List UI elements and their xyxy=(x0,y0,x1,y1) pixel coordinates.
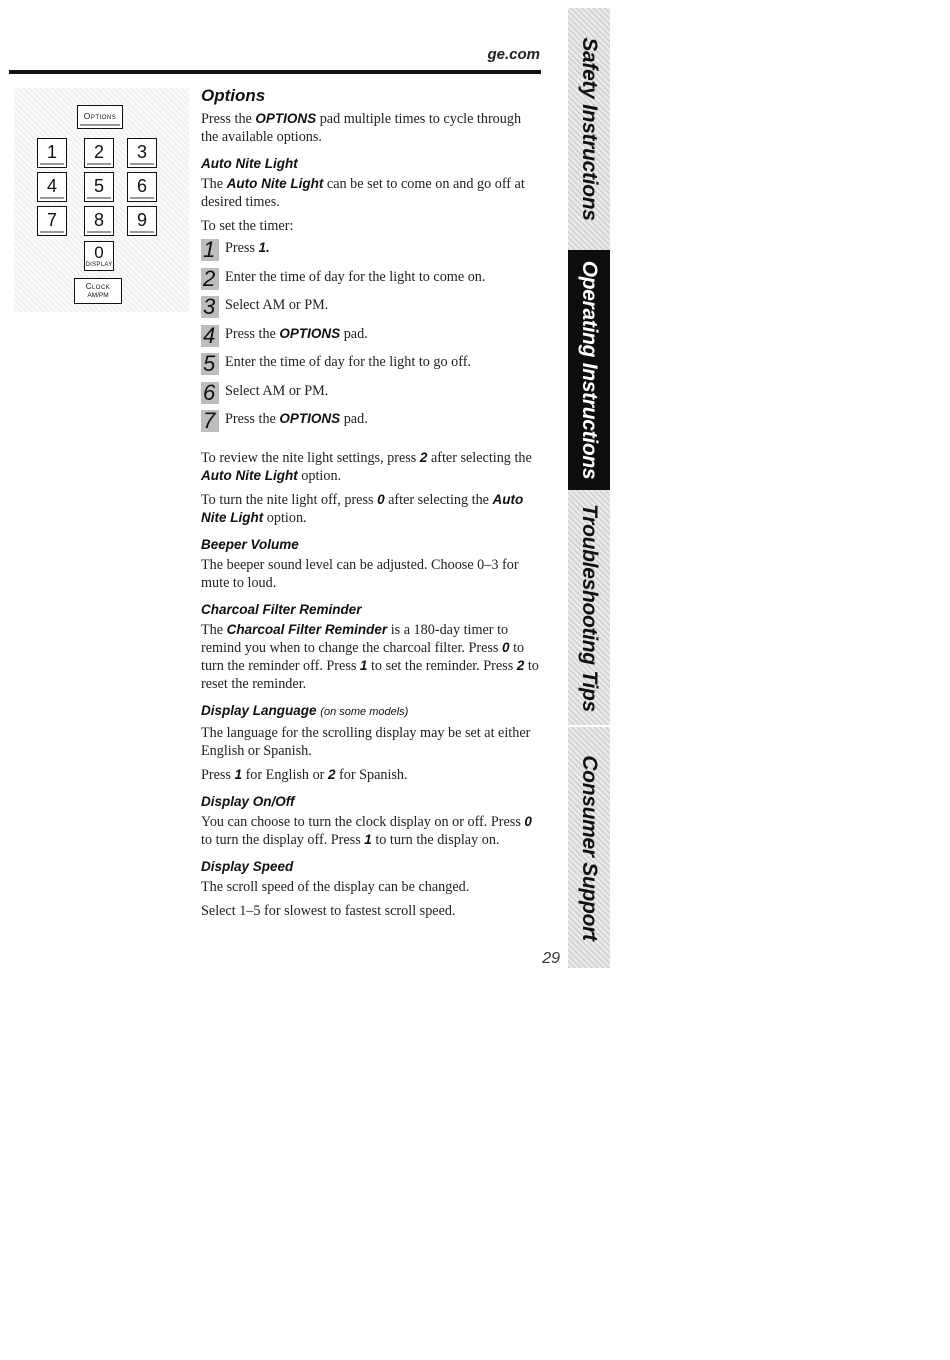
step-text: Press the OPTIONS pad. xyxy=(225,325,368,342)
side-tabs xyxy=(568,8,610,968)
key-6: 6 xyxy=(127,172,157,202)
options-content xyxy=(201,86,541,926)
beeper-volume-text: The beeper sound level can be adjusted. Choose 0–3 for mute to loud. xyxy=(201,556,519,591)
charcoal-filter-section xyxy=(201,601,541,693)
key-1: 1 xyxy=(37,138,67,168)
site-url[interactable]: ge.com xyxy=(487,46,540,63)
step-4 xyxy=(201,322,541,354)
step-3 xyxy=(201,296,541,325)
auto-nite-light-section xyxy=(201,155,541,527)
step-text: Select AM or PM. xyxy=(225,382,329,399)
key-4: 4 xyxy=(37,172,67,202)
display-onoff-section xyxy=(201,793,541,849)
step-text: Press the OPTIONS pad. xyxy=(225,411,368,427)
step-number-badge: 7 xyxy=(201,410,219,432)
step-text: Select AM or PM. xyxy=(225,297,329,313)
beeper-volume-section xyxy=(201,536,541,592)
tab-safety-instructions[interactable]: Safety Instructions xyxy=(568,8,610,250)
keypad-illustration xyxy=(14,88,189,312)
step-text: Enter the time of day for the light to come on. xyxy=(225,268,486,285)
timer-steps xyxy=(201,239,541,439)
step-number-badge: 1 xyxy=(201,239,219,261)
header-rule xyxy=(9,70,541,74)
key-2: 2 xyxy=(84,138,114,168)
step-text: Press 1. xyxy=(225,240,270,256)
tab-troubleshooting-tips[interactable]: Troubleshooting Tips xyxy=(568,490,610,726)
step-text: Enter the time of day for the light to go off. xyxy=(225,354,471,370)
display-language-heading: Display Language (on some models) xyxy=(201,702,409,718)
display-speed-select-text: Select 1–5 for slowest to fastest scroll speed. xyxy=(201,902,456,919)
options-intro: Press the OPTIONS pad multiple times to cycle through the available options. xyxy=(201,111,522,145)
options-title: Options xyxy=(201,86,266,105)
display-language-section xyxy=(201,702,541,784)
clock-ampm-key: Clock AM/PM xyxy=(74,278,122,304)
turn-off-text: To turn the nite light off, press 0 after selecting the Auto Nite Light option. xyxy=(201,491,524,526)
display-speed-section xyxy=(201,858,541,920)
tab-consumer-support[interactable]: Consumer Support xyxy=(568,727,610,968)
charcoal-filter-heading: Charcoal Filter Reminder xyxy=(201,601,362,617)
display-speed-text: The scroll speed of the display can be changed. xyxy=(201,878,470,895)
key-9: 9 xyxy=(127,206,157,236)
key-3: 3 xyxy=(127,138,157,168)
step-number-badge: 6 xyxy=(201,382,219,404)
step-7 xyxy=(201,410,541,439)
review-settings-text: To review the nite light settings, press 2 after selecting the Auto Nite Light option. xyxy=(201,449,532,484)
step-2 xyxy=(201,265,541,297)
display-language-text: The language for the scrolling display may be set at either English or Spanish. xyxy=(201,724,531,759)
step-1 xyxy=(201,239,541,268)
set-timer-text: To set the timer: xyxy=(201,218,294,234)
options-key: Options xyxy=(77,105,123,129)
key-7: 7 xyxy=(37,206,67,236)
step-number-badge: 2 xyxy=(201,268,219,290)
key-5: 5 xyxy=(84,172,114,202)
key-0-display: 0 DISPLAY xyxy=(84,241,114,271)
charcoal-filter-text: The Charcoal Filter Reminder is a 180-day timer to remind you when to change the charcoal filter. Press 0 to turn the reminder off. Press 1 to set the reminder. Press 2 to reset the reminder. xyxy=(201,621,539,692)
page-number: 29 xyxy=(542,950,560,967)
display-onoff-text: You can choose to turn the clock display on or off. Press 0 to turn the display off. Press 1 to turn the display on. xyxy=(201,813,532,848)
step-number-badge: 4 xyxy=(201,325,219,347)
display-language-press-text: Press 1 for English or 2 for Spanish. xyxy=(201,766,408,783)
key-8: 8 xyxy=(84,206,114,236)
auto-nite-light-heading: Auto Nite Light xyxy=(201,156,298,171)
step-5 xyxy=(201,353,541,382)
beeper-volume-heading: Beeper Volume xyxy=(201,536,299,552)
step-6 xyxy=(201,379,541,411)
step-number-badge: 5 xyxy=(201,353,219,375)
step-number-badge: 3 xyxy=(201,296,219,318)
tab-operating-instructions[interactable]: Operating Instructions xyxy=(568,250,610,490)
display-speed-heading: Display Speed xyxy=(201,858,294,874)
display-onoff-heading: Display On/Off xyxy=(201,793,295,809)
auto-nite-light-desc: The Auto Nite Light can be set to come on and go off at desired times. xyxy=(201,176,525,210)
